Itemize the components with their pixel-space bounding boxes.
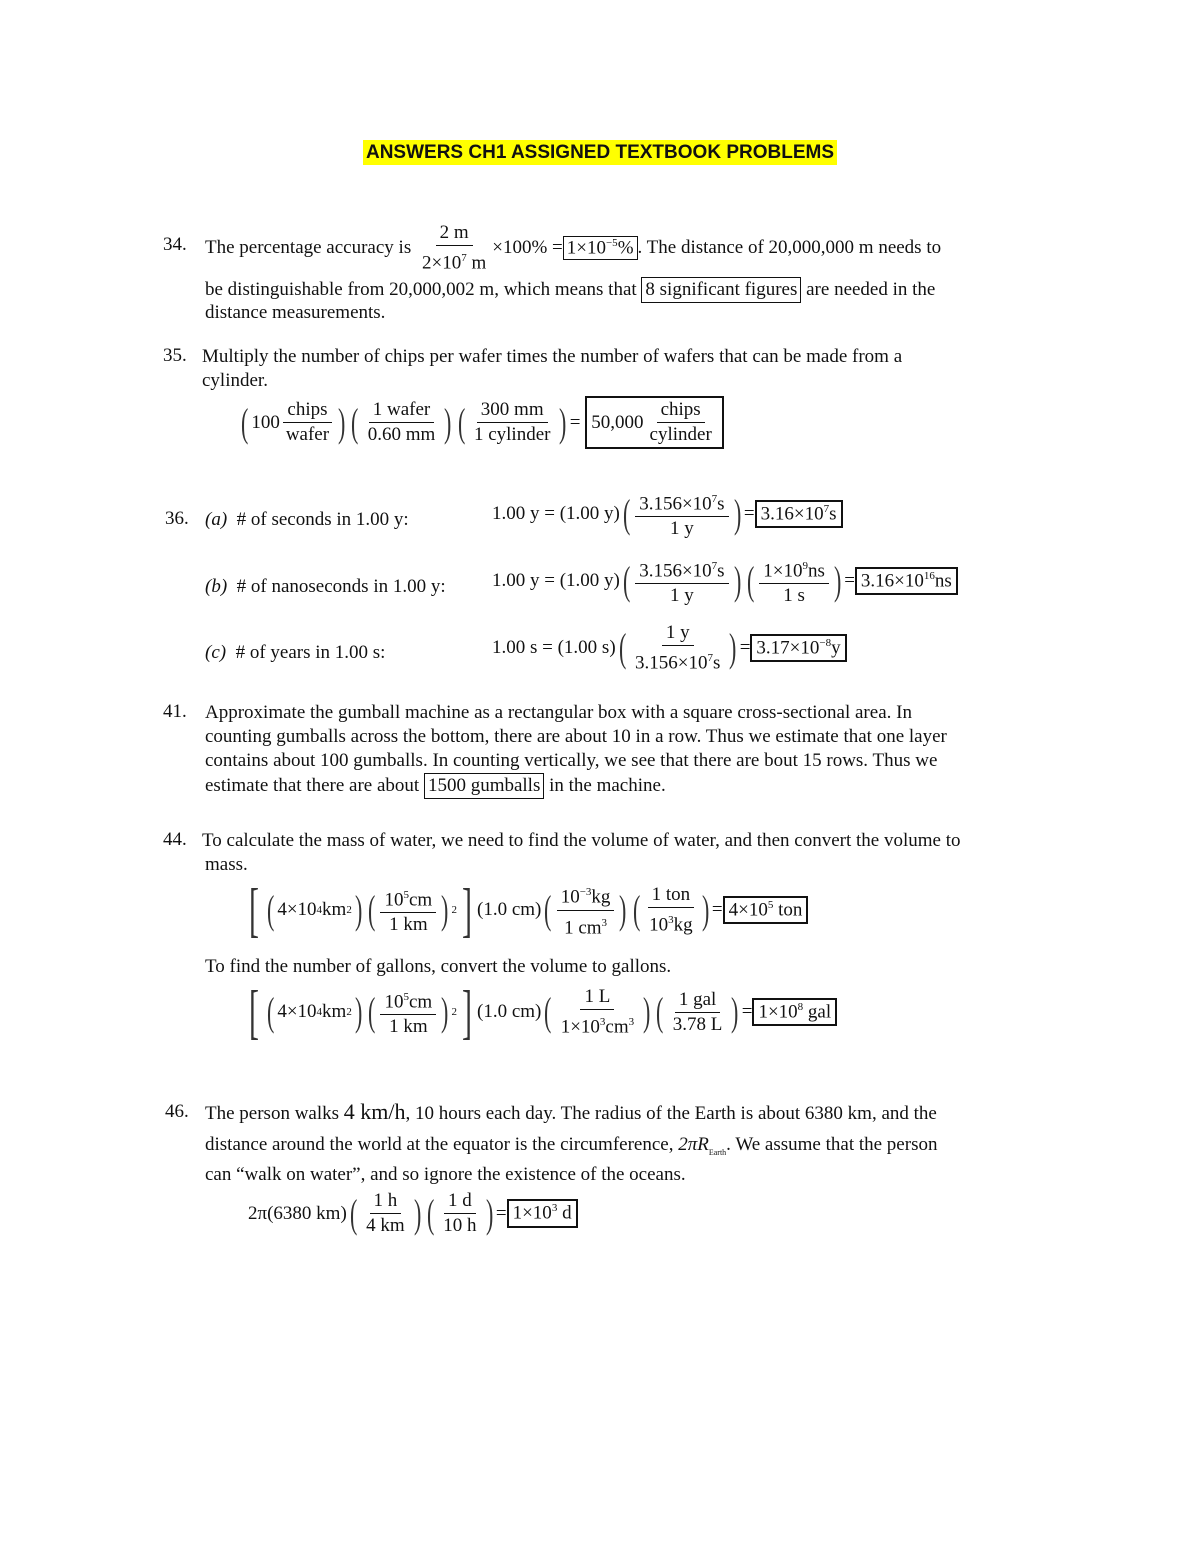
problem-35-line1: Multiply the number of chips per wafer times the number of wafers that can be made from a bbox=[202, 346, 903, 367]
problem-35-number: 35. bbox=[163, 345, 187, 366]
problem-41-line1: Approximate the gumball machine as a rectangular box with a square cross-sectional area. In bbox=[205, 702, 912, 723]
page-title bbox=[0, 142, 1200, 164]
title-text: ANSWERS CH1 ASSIGNED TEXTBOOK PROBLEMS bbox=[363, 140, 837, 165]
problem-44-line1: To calculate the mass of water, we need to find the volume of water, and then convert the volume to bbox=[202, 830, 961, 851]
problem-36b-text: (b) # of nanoseconds in 1.00 y: bbox=[205, 576, 446, 597]
answer-34-box: $1\times 10^{-5}\%$ bbox=[563, 236, 638, 260]
answer-46-box: $1\times 10^3$ d bbox=[507, 1199, 578, 1227]
answer-35-box: 50,000 $\frac{\text{chips}}{\text{cylinder}}$ bbox=[585, 396, 724, 449]
problem-34-line3: distance measurements. bbox=[205, 302, 386, 323]
problem-41-line4: estimate that there are about 1500 gumballs in the machine. bbox=[205, 773, 666, 799]
problem-34-line1: The percentage accuracy is $\frac{2 m}{2\times 10^7 m}$ ×100% = $1\times 10^{-5}\%$ . The distance of 20,000,000 m needs to bbox=[205, 222, 942, 274]
problem-41-line2: counting gumballs across the bottom, there are about 10 in a row. Thus we estimate that one layer bbox=[205, 726, 947, 747]
problem-36a-equation: 1.00 y = (1.00 y) ( $\frac{3.156\times 10^7s}{1 y}$ ) = $3.16\times 10^7s$ bbox=[492, 488, 843, 540]
answer-44-mass-box: $4\times 10^5$ ton bbox=[723, 896, 809, 924]
problem-36c-text: (c) # of years in 1.00 s: bbox=[205, 642, 386, 663]
problem-44-mass-equation: [ ( 4×10 4 km 2 ) ( $\frac{10^5cm}{1 km}$ ) 2 ] (1.0 cm) ( $\frac{10^{-3}kg}{1 cm^3}$ ) ( $\frac{\text{1 ton}}{10^3kg}$ ) = $4\times 10^5$ ton bbox=[244, 880, 808, 940]
problem-46-line3: can “walk on water”, and so ignore the existence of the oceans. bbox=[205, 1164, 686, 1185]
accuracy-fraction: $\frac{2 m}{2\times 10^7 m}$ bbox=[421, 222, 487, 274]
problem-41-number: 41. bbox=[163, 701, 187, 722]
problem-46-equation: 2π(6380 km) ( $\frac{1 h}{4 km}$ ) ( $\frac{1 d}{10 h}$ ) = $1\times 10^3$ d bbox=[248, 1190, 578, 1237]
problem-36b-equation: 1.00 y = (1.00 y) ( $\frac{3.156\times 10^7s}{1 y}$ ) ( $\frac{1\times 10^9ns}{1 s}$ ) = $3.16\times 10^{16}ns$ bbox=[492, 555, 958, 607]
sig-figs-box: 8 significant figures bbox=[641, 277, 801, 303]
problem-46-line2: distance around the world at the equator is the circumference, $2\pi R_{Earth}$. We assume that the person bbox=[205, 1134, 938, 1157]
answer-36c-box: $3.17\times 10^{-8}y$ bbox=[750, 634, 846, 662]
answer-41-box: 1500 gumballs bbox=[424, 773, 544, 799]
answer-36b-box: $3.16\times 10^{16}ns$ bbox=[855, 567, 958, 595]
problem-36-number: 36. bbox=[165, 508, 189, 529]
problem-34-line2: be distinguishable from 20,000,002 m, which means that 8 significant figures are needed in the bbox=[205, 277, 935, 303]
problem-44-mid: To find the number of gallons, convert the volume to gallons. bbox=[205, 956, 672, 977]
problem-46-number: 46. bbox=[165, 1101, 189, 1122]
problem-41-line3: contains about 100 gumballs. In counting vertically, we see that there are bout 15 rows. Thus we bbox=[205, 750, 938, 771]
problem-36c-equation: 1.00 s = (1.00 s) ( $\frac{1 y}{3.156\times 10^7s}$ ) = $3.17\times 10^{-8}y$ bbox=[492, 622, 847, 674]
problem-34-number: 34. bbox=[163, 234, 187, 255]
problem-44-gallon-equation: [ ( 4×10 4 km 2 ) ( $\frac{10^5cm}{1 km}$ ) 2 ] (1.0 cm) ( $\frac{1 L}{1\times 10^3cm^3}$ ) ( $\frac{\text{1 gal}}{3.78 L}$ ) = $1\times 10^8$ gal bbox=[244, 982, 837, 1042]
problem-36a-text: (a) # of seconds in 1.00 y: bbox=[205, 509, 409, 530]
answer-44-gallon-box: $1\times 10^8$ gal bbox=[752, 998, 837, 1026]
problem-44-line2: mass. bbox=[205, 854, 248, 875]
answer-36a-box: $3.16\times 10^7s$ bbox=[755, 500, 843, 528]
problem-44-number: 44. bbox=[163, 829, 187, 850]
problem-46-line1: The person walks 4 km/h, 10 hours each day. The radius of the Earth is about 6380 km, and the bbox=[205, 1099, 937, 1124]
problem-35-equation: ( 100 $\frac{\text{chips}}{\text{wafer}}$ ) ( $\frac{\text{1 wafer}}{0.60 mm}$ ) ( $\frac{300 mm}{\text{1 cylinder}}$ ) = 50,000 $\frac{\text{chips}}{\text{cylinder}}$ bbox=[238, 396, 724, 449]
problem-35-line2: cylinder. bbox=[202, 370, 268, 391]
